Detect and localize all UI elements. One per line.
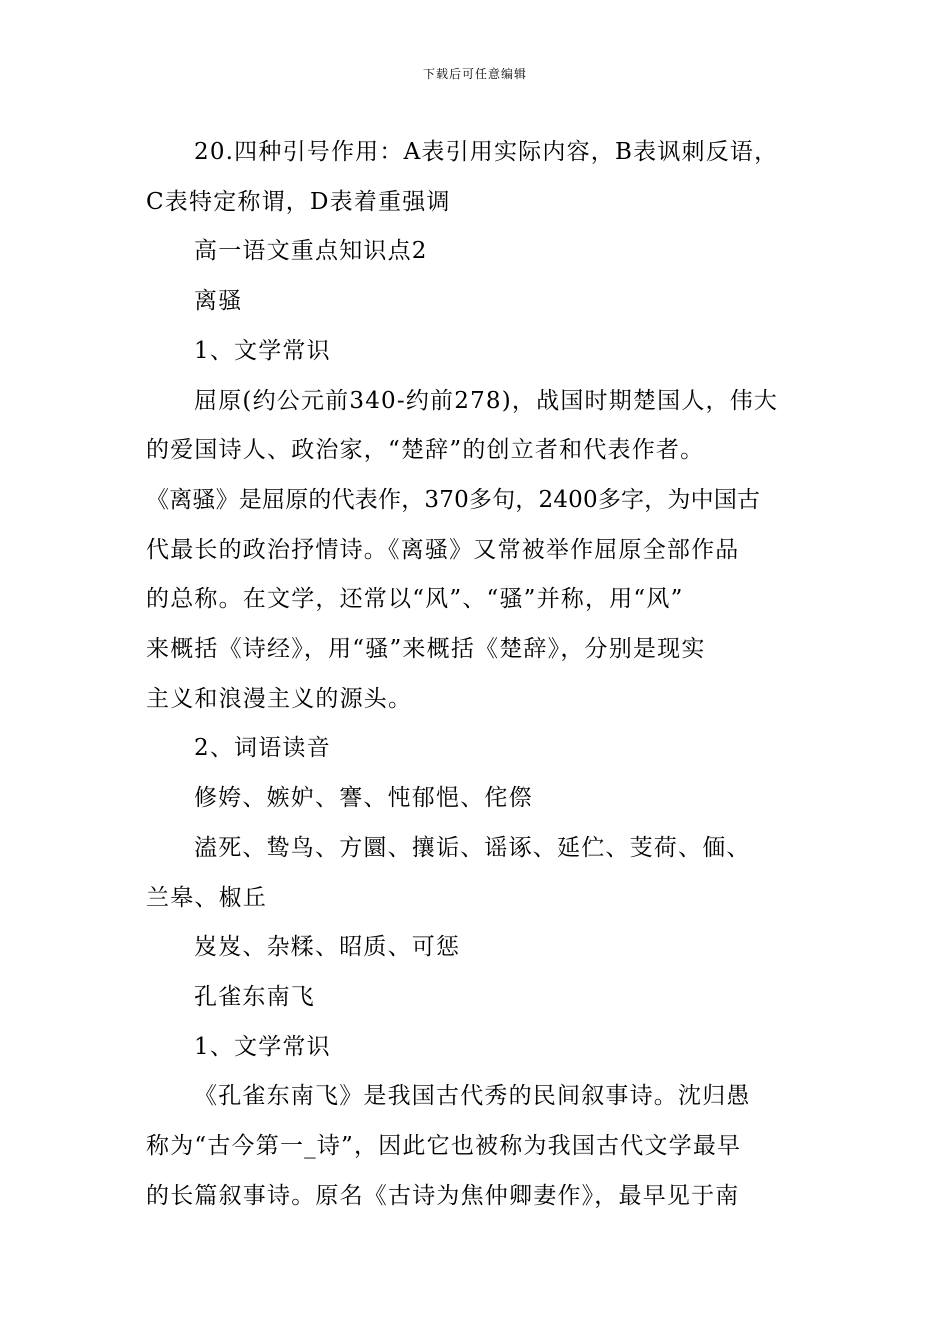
section-title: 高一语文重点知识点2 (194, 238, 428, 265)
section-title: 孔雀东南飞 (194, 983, 315, 1010)
paragraph-line: C表特定称谓，D表着重强调 (146, 188, 451, 215)
paragraph-line: 代最长的政治抒情诗。《离骚》又常被举作屈原全部作品 (146, 536, 740, 563)
paragraph-line: 修姱、嫉妒、謇、忳郁悒、侘傺 (194, 785, 533, 812)
paragraph-line: 屈原(约公元前340-约前278)，战国时期楚国人，伟大 (194, 387, 779, 414)
paragraph-line: 的长篇叙事诗。原名《古诗为焦仲卿妻作》，最早见于南 (146, 1182, 740, 1209)
subsection-title: 2、词语读音 (194, 735, 331, 762)
subsection-title: 1、文学常识 (194, 1033, 331, 1060)
paragraph-line: 来概括《诗经》，用“骚”来概括《楚辞》，分别是现实 (146, 636, 706, 663)
paragraph-line: 的爱国诗人、政治家，“楚辞”的创立者和代表作者。 (146, 437, 705, 464)
paragraph-line: 主义和浪漫主义的源头。 (146, 685, 413, 712)
paragraph-line: 的总称。在文学，还常以“风”、“骚”并称，用“风” (146, 586, 684, 613)
paragraph-line: 溘死、鸷鸟、方圜、攘诟、谣诼、延伫、芰荷、偭、 (194, 834, 751, 861)
document-body (146, 128, 810, 1221)
paragraph-line: 兰皋、椒丘 (146, 884, 267, 911)
paragraph-line: 20.四种引号作用：A表引用实际内容，B表讽刺反语， (194, 139, 779, 165)
paragraph-line: 岌岌、杂糅、昭质、可惩 (194, 934, 461, 961)
paragraph-line: 《孔雀东南飞》是我国古代秀的民间叙事诗。沈归愚 (194, 1083, 751, 1110)
paragraph-line: 称为“古今第一_诗”，因此它也被称为我国古代文学最早 (146, 1133, 742, 1160)
subsection-title: 1、文学常识 (194, 337, 331, 364)
paragraph-line: 《离骚》是屈原的代表作，370多句，2400多字，为中国古 (146, 486, 761, 513)
page-header: 下载后可任意编辑 (422, 67, 527, 81)
section-title: 离骚 (194, 288, 243, 315)
